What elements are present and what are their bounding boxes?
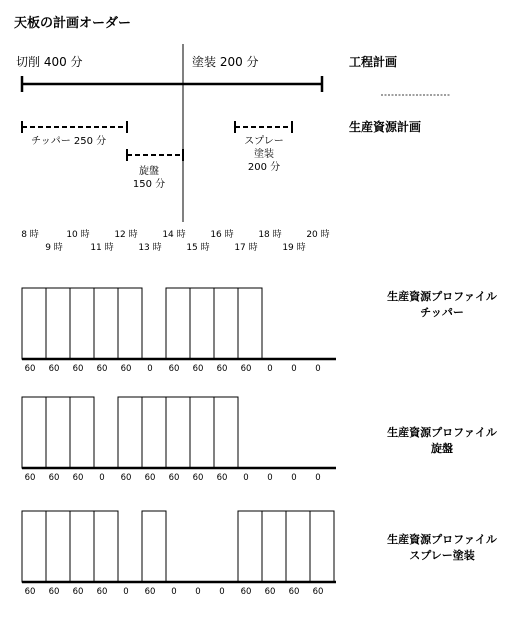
profile-bar — [262, 511, 286, 582]
profile-value-label: 0 — [195, 587, 201, 597]
profile-bar — [94, 511, 118, 582]
profile-value-label: 0 — [171, 587, 177, 597]
profile-value-label: 60 — [168, 473, 180, 483]
profile-value-label: 60 — [48, 587, 60, 597]
spray-plan-label-3: 200 分 — [247, 162, 281, 173]
profile-value-label: 60 — [168, 364, 180, 374]
profile-value-label: 0 — [267, 364, 273, 374]
profile-bar — [238, 288, 262, 359]
profile-bar — [238, 511, 262, 582]
profile-resource-name: 旋盤 — [431, 442, 453, 455]
profile-resource-name: チッパー — [420, 306, 464, 319]
resource-profile — [22, 511, 498, 597]
profile-value-label: 60 — [24, 473, 36, 483]
paint-label: 塗装 200 分 — [192, 55, 259, 69]
profile-bar — [142, 511, 166, 582]
resource-profiles — [22, 288, 498, 597]
hour-label: 16 時 — [210, 230, 234, 240]
profile-value-label: 60 — [144, 587, 156, 597]
profile-value-label: 60 — [192, 473, 204, 483]
process-plan-label: 工程計画 — [349, 55, 398, 69]
profile-value-label: 60 — [144, 473, 156, 483]
hour-label: 11 時 — [90, 243, 114, 253]
profile-value-label: 60 — [288, 587, 300, 597]
page-title: 天板の計画オーダー — [14, 16, 132, 31]
resource-profile — [22, 288, 498, 374]
profile-bar — [310, 511, 334, 582]
profile-bar — [70, 288, 94, 359]
profile-bar — [286, 511, 310, 582]
profile-bar — [142, 397, 166, 468]
profile-value-label: 0 — [315, 364, 321, 374]
profile-title: 生産資源プロファイル — [387, 290, 497, 303]
profile-value-label: 60 — [120, 364, 132, 374]
cut-label: 切削 400 分 — [16, 55, 83, 69]
time-axis — [21, 228, 329, 253]
profile-value-label: 0 — [267, 473, 273, 483]
hour-label: 20 時 — [306, 230, 330, 240]
profile-value-label: 60 — [312, 587, 324, 597]
hour-label: 17 時 — [234, 243, 258, 253]
profile-bar — [190, 397, 214, 468]
profile-value-label: 60 — [72, 364, 84, 374]
profile-title: 生産資源プロファイル — [387, 533, 497, 546]
profile-bar — [46, 511, 70, 582]
profile-value-label: 60 — [240, 364, 252, 374]
profile-value-label: 60 — [216, 473, 228, 483]
profile-bar — [46, 397, 70, 468]
hour-label: 8 時 — [21, 230, 39, 240]
profile-bar — [22, 511, 46, 582]
profile-value-label: 60 — [120, 473, 132, 483]
profile-value-label: 0 — [99, 473, 105, 483]
profile-bar — [70, 397, 94, 468]
profile-value-label: 0 — [147, 364, 153, 374]
profile-bar — [70, 511, 94, 582]
lathe-plan-label-1: 旋盤 — [139, 166, 159, 177]
profile-bar — [190, 288, 214, 359]
profile-value-label: 60 — [264, 587, 276, 597]
profile-bar — [214, 288, 238, 359]
profile-value-label: 60 — [96, 364, 108, 374]
hour-label: 15 時 — [186, 243, 210, 253]
profile-value-label: 60 — [72, 587, 84, 597]
resource-profile — [22, 397, 498, 483]
profile-value-label: 60 — [24, 364, 36, 374]
profile-value-label: 60 — [192, 364, 204, 374]
profile-bar — [22, 288, 46, 359]
profile-bar — [46, 288, 70, 359]
profile-value-label: 0 — [219, 587, 225, 597]
profile-bar — [166, 288, 190, 359]
profile-value-label: 60 — [48, 364, 60, 374]
hour-label: 12 時 — [114, 230, 138, 240]
profile-value-label: 60 — [96, 587, 108, 597]
resource-plan-label: 生産資源計画 — [349, 120, 422, 134]
profile-value-label: 0 — [315, 473, 321, 483]
profile-value-label: 0 — [243, 473, 249, 483]
profile-value-label: 60 — [48, 473, 60, 483]
profile-value-label: 0 — [291, 364, 297, 374]
profile-value-label: 0 — [291, 473, 297, 483]
hour-label: 18 時 — [258, 230, 282, 240]
profile-value-label: 60 — [216, 364, 228, 374]
spray-plan-label-1: スプレー — [244, 136, 284, 147]
lathe-plan-label-2: 150 分 — [132, 179, 166, 190]
profile-value-label: 60 — [24, 587, 36, 597]
profile-title: 生産資源プロファイル — [387, 426, 497, 439]
profile-bar — [94, 288, 118, 359]
hour-label: 10 時 — [66, 230, 90, 240]
hour-label: 9 時 — [45, 243, 63, 253]
profile-resource-name: スプレー塗装 — [409, 549, 475, 562]
profile-bar — [214, 397, 238, 468]
profile-bar — [118, 397, 142, 468]
profile-value-label: 0 — [123, 587, 129, 597]
profile-bar — [166, 397, 190, 468]
hour-label: 14 時 — [162, 230, 186, 240]
hour-label: 19 時 — [282, 243, 306, 253]
profile-bar — [22, 397, 46, 468]
profile-value-label: 60 — [72, 473, 84, 483]
hour-label: 13 時 — [138, 243, 162, 253]
profile-bar — [118, 288, 142, 359]
profile-value-label: 60 — [240, 587, 252, 597]
chipper-plan-label: チッパー 250 分 — [31, 136, 107, 147]
spray-plan-label-2: 塗装 — [254, 149, 274, 160]
